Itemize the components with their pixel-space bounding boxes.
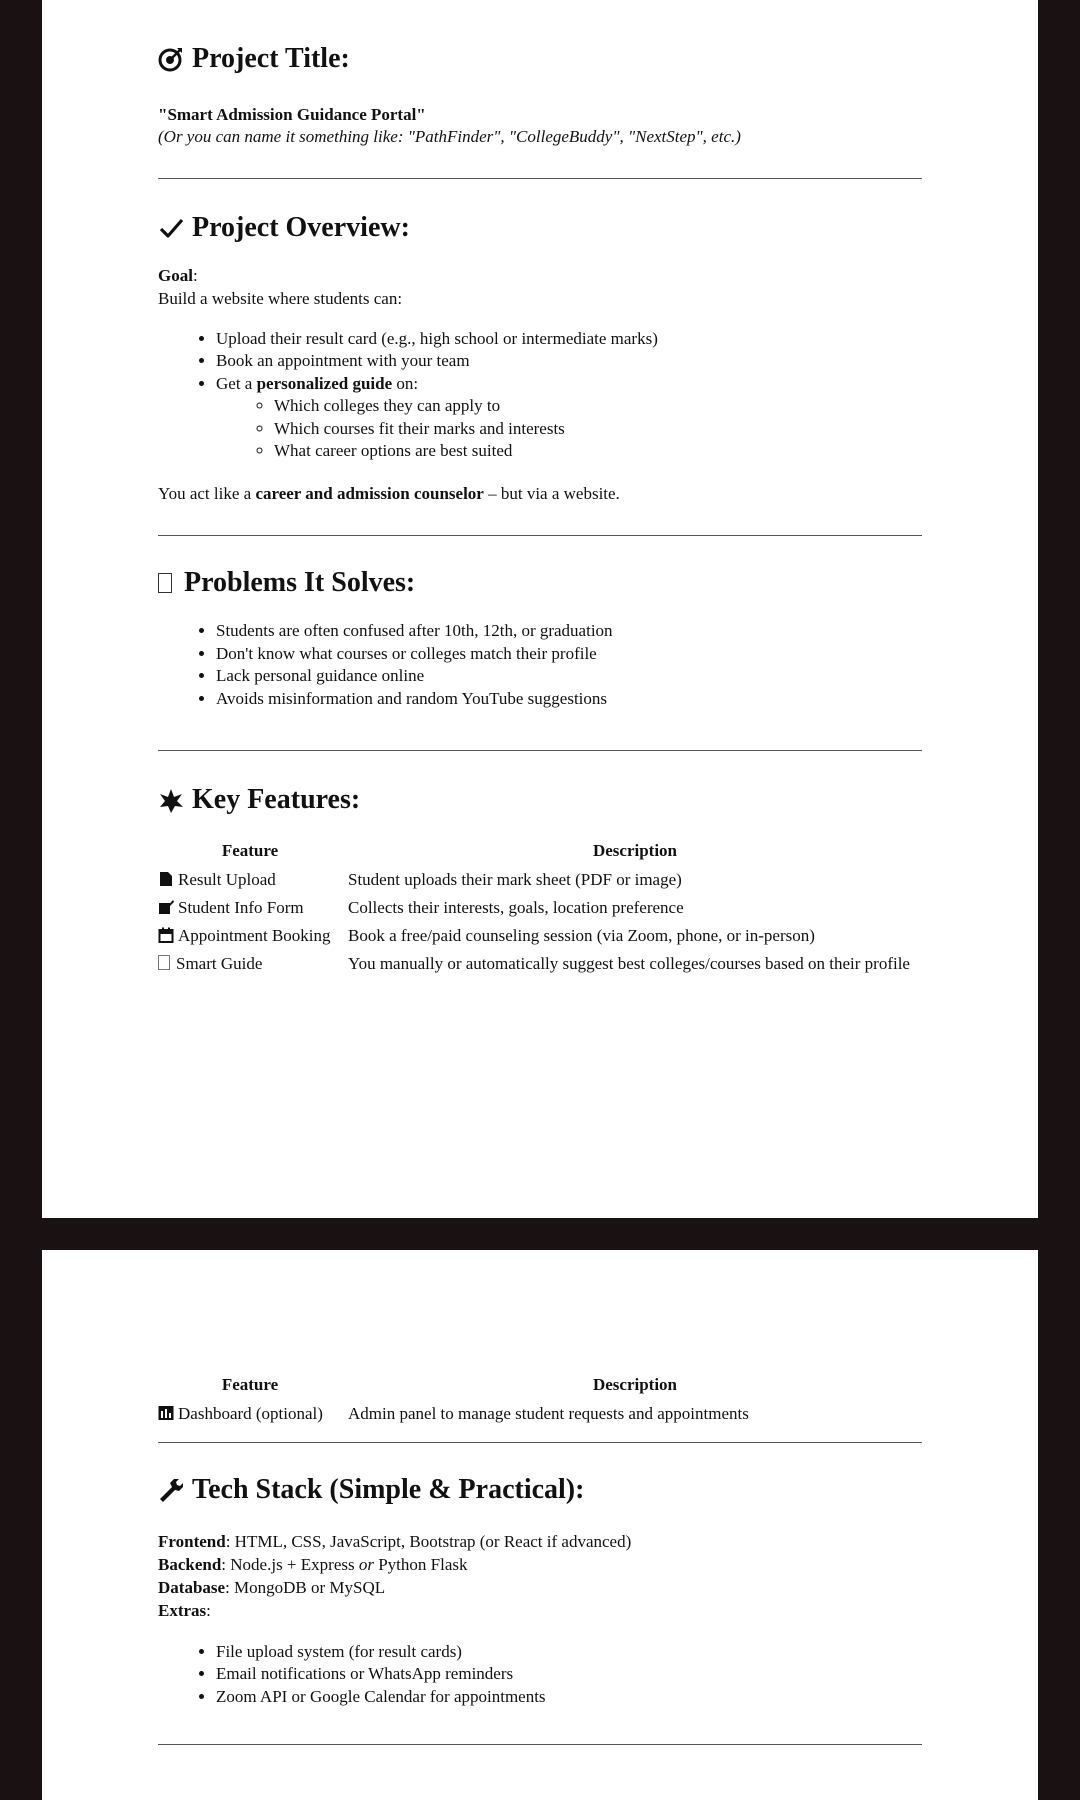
features-table xyxy=(158,836,928,978)
table-row xyxy=(158,950,928,978)
target-icon xyxy=(158,46,184,72)
backend-or: or xyxy=(358,1554,374,1574)
feature-cell xyxy=(158,1400,348,1428)
list-item: • Lack personal guidance online xyxy=(216,665,964,688)
description-cell: You manually or automatically suggest best colleges/courses based on their profile xyxy=(348,954,910,974)
extras-list xyxy=(158,1641,964,1709)
overview-closing xyxy=(158,482,964,505)
features-table-continued xyxy=(158,1370,928,1428)
frontend-line xyxy=(158,1530,964,1553)
calendar-icon xyxy=(158,927,174,943)
project-alt-names: (Or you can name it something like: "PathFinder", "CollegeBuddy", "NextStep", etc.) xyxy=(158,126,741,146)
feature-cell xyxy=(158,866,348,894)
heading-text: Problems It Solves: xyxy=(184,566,416,598)
column-header-description: Description xyxy=(592,1375,678,1394)
guide-post: on: xyxy=(392,373,419,393)
list-item: • Upload their result card (e.g., high school or intermediate marks) xyxy=(216,328,964,351)
extras-label: Extras xyxy=(158,1600,207,1620)
database-value: : MongoDB or MySQL xyxy=(225,1577,386,1597)
feature-name: Smart Guide xyxy=(176,954,263,974)
backend-line xyxy=(158,1553,964,1576)
feature-name: Student Info Form xyxy=(178,898,304,918)
list-item: • Book an appointment with your team xyxy=(216,350,964,373)
feature-name: Dashboard (optional) xyxy=(178,1404,323,1423)
document-page-1 xyxy=(42,0,1038,1218)
backend-label: Backend xyxy=(158,1554,222,1574)
tech-stack-lines xyxy=(158,1530,964,1622)
problems-heading xyxy=(158,568,964,599)
list-item: • Zoom API or Google Calendar for appointments xyxy=(216,1686,964,1709)
overview-list xyxy=(158,328,964,463)
divider xyxy=(158,750,922,751)
missing-glyph-icon xyxy=(158,573,172,593)
table-row xyxy=(158,1400,928,1428)
document-page-2 xyxy=(42,1250,1038,1800)
feature-name: Appointment Booking xyxy=(178,926,331,946)
closing-pre: You act like a xyxy=(158,483,256,503)
heading-text: Tech Stack (Simple & Practical): xyxy=(192,1474,585,1505)
sparkle-icon xyxy=(158,788,184,814)
table-row xyxy=(158,894,928,922)
database-label: Database xyxy=(158,1577,226,1597)
list-item xyxy=(216,373,964,463)
divider xyxy=(158,535,922,536)
tech-stack-heading xyxy=(158,1475,964,1506)
closing-post: – but via a website. xyxy=(483,483,620,503)
table-header-row xyxy=(158,1370,928,1400)
list-item: • Don't know what courses or colleges match their profile xyxy=(216,643,964,666)
closing-bold: career and admission counselor xyxy=(255,483,484,503)
extras-value: : xyxy=(206,1600,211,1620)
overview-intro: Build a website where students can: xyxy=(158,288,403,308)
table-row xyxy=(158,866,928,894)
description-cell: Student uploads their mark sheet (PDF or image) xyxy=(348,870,682,890)
heading-text: Project Overview: xyxy=(192,211,410,243)
form-icon xyxy=(158,899,174,915)
project-name: "Smart Admission Guidance Portal" xyxy=(158,104,426,124)
goal-colon: : xyxy=(192,265,198,285)
feature-cell xyxy=(158,922,348,950)
backend-value-alt: Python Flask xyxy=(373,1554,468,1574)
chart-icon xyxy=(158,1405,174,1421)
column-header-feature: Feature xyxy=(221,841,279,861)
document-icon xyxy=(158,871,174,887)
project-overview-heading xyxy=(158,213,964,244)
description-cell: Admin panel to manage student requests and appointments xyxy=(348,1404,749,1423)
extras-line xyxy=(158,1599,964,1622)
divider xyxy=(158,1744,922,1745)
backend-value: : Node.js + Express xyxy=(221,1554,359,1574)
divider xyxy=(158,1442,922,1443)
description-cell: Book a free/paid counseling session (via Zoom, phone, or in-person) xyxy=(348,926,815,946)
guide-pre: Get a xyxy=(216,373,257,393)
sub-list-item: ◦ Which courses fit their marks and interests xyxy=(274,418,964,441)
database-line xyxy=(158,1576,964,1599)
guide-sublist xyxy=(216,395,964,463)
heading-text: Project Title: xyxy=(192,43,350,74)
column-header-description: Description xyxy=(592,841,678,861)
feature-name: Result Upload xyxy=(178,870,276,890)
checkmark-icon xyxy=(158,215,184,241)
column-header-feature: Feature xyxy=(221,1375,279,1394)
missing-glyph-icon xyxy=(158,955,170,970)
heading-text: Key Features: xyxy=(192,784,361,816)
feature-cell xyxy=(158,950,348,978)
page-1-content xyxy=(158,44,964,978)
page-2-content xyxy=(158,1370,964,1745)
divider xyxy=(158,178,922,179)
description-cell: Collects their interests, goals, location preference xyxy=(348,898,684,918)
goal-line xyxy=(158,264,964,287)
frontend-value: : HTML, CSS, JavaScript, Bootstrap (or React if advanced) xyxy=(225,1531,632,1551)
feature-cell xyxy=(158,894,348,922)
project-title-heading xyxy=(158,44,964,75)
list-item: • File upload system (for result cards) xyxy=(216,1641,964,1664)
key-features-heading xyxy=(158,785,964,816)
sub-list-item: ◦ Which colleges they can apply to xyxy=(274,395,964,418)
list-item: • Email notifications or WhatsApp reminders xyxy=(216,1663,964,1686)
list-item: • Avoids misinformation and random YouTube suggestions xyxy=(216,688,964,711)
table-row xyxy=(158,922,928,950)
sub-list-item: ◦ What career options are best suited xyxy=(274,440,964,463)
wrench-icon xyxy=(158,1477,184,1503)
table-header-row xyxy=(158,836,928,866)
problems-list xyxy=(158,620,964,710)
frontend-label: Frontend xyxy=(158,1531,226,1551)
list-item: • Students are often confused after 10th, 12th, or graduation xyxy=(216,620,964,643)
goal-label: Goal xyxy=(158,265,193,285)
guide-bold: personalized guide xyxy=(256,373,393,393)
